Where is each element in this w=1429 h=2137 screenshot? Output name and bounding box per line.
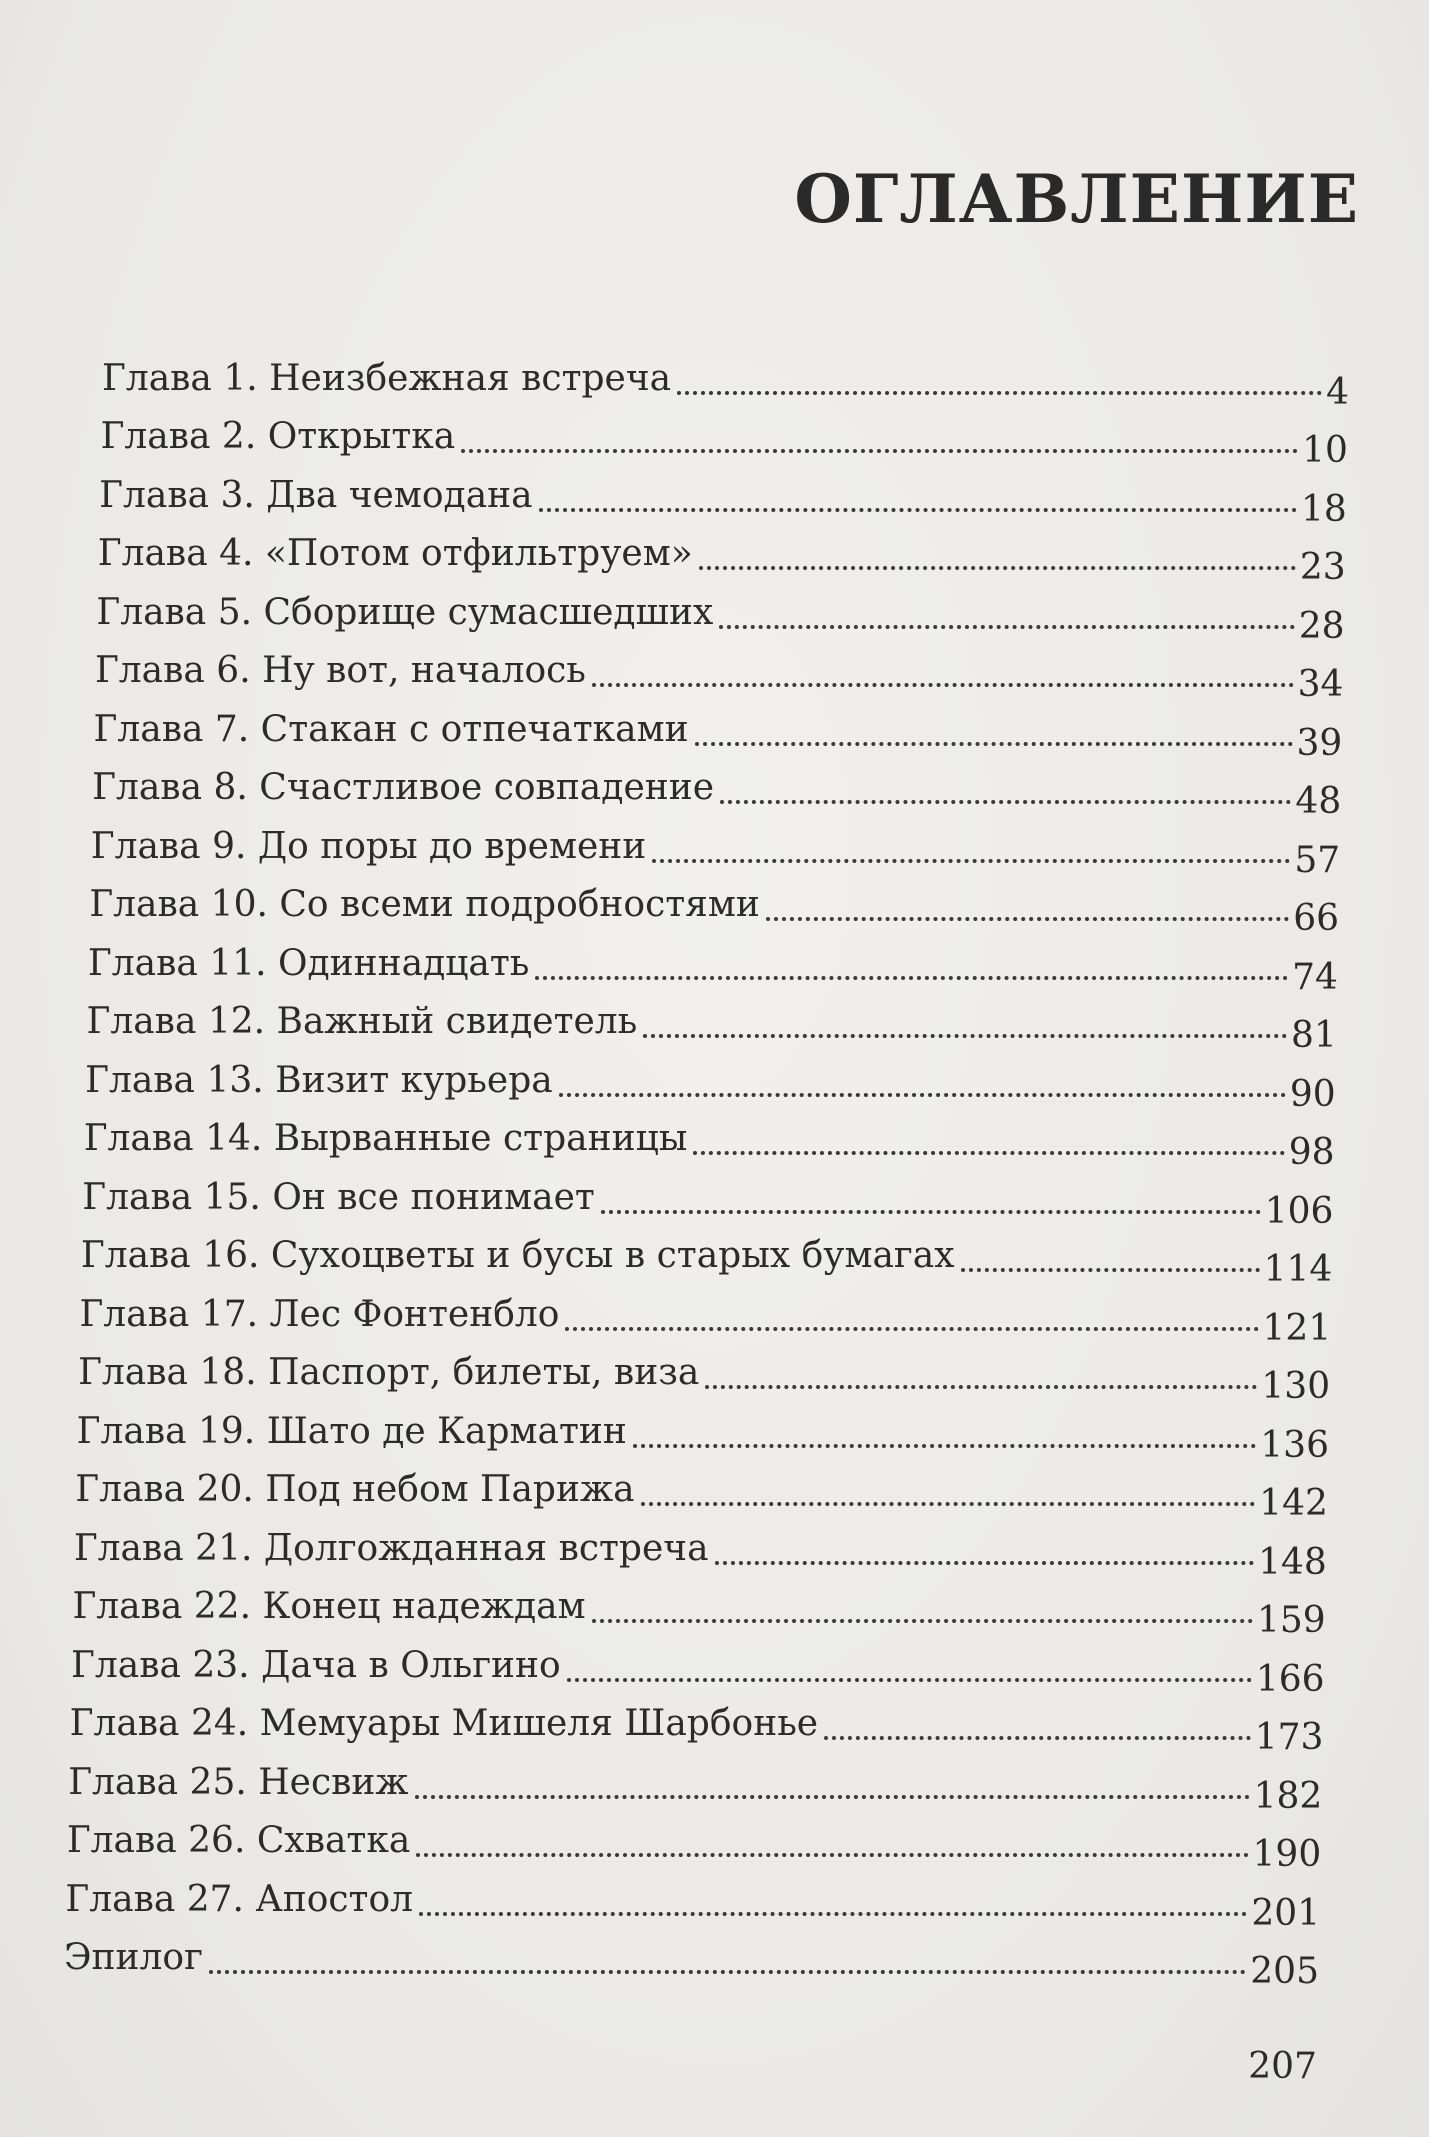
toc-dot-leader (705, 1385, 1257, 1389)
toc-entry-label: Глава 20. Под небом Парижа (75, 1469, 635, 1510)
toc-entry-label: Глава 27. Апостол (65, 1878, 413, 1920)
toc-entry-chapter-23 (0, 1627, 1429, 1700)
toc-dot-leader (652, 859, 1290, 863)
toc-entry-label: Глава 24. Мемуары Мишеля Шарбонье (69, 1703, 819, 1744)
toc-entry-chapter-22 (0, 1569, 1429, 1641)
toc-entry-label: Глава 17. Лес Фонтенбло (79, 1293, 560, 1335)
toc-entry-chapter-7 (0, 691, 1429, 764)
toc-dot-leader (677, 391, 1322, 395)
toc-dot-leader (720, 800, 1291, 804)
toc-entry-chapter-17 (0, 1276, 1429, 1349)
toc-dot-leader (535, 976, 1288, 980)
toc-entry-label: Глава 4. «Потом отфильтруем» (97, 533, 693, 574)
toc-dot-leader (719, 625, 1294, 629)
toc-dot-leader (715, 1561, 1255, 1565)
toc-entry-page: 201 (1251, 1892, 1321, 1934)
toc-dot-leader (695, 742, 1293, 746)
toc-entry-page: 121 (1262, 1307, 1332, 1349)
toc-entry-chapter-20 (0, 1452, 1429, 1524)
toc-entry-page: 48 (1295, 781, 1342, 822)
toc-dot-leader (567, 1678, 1252, 1682)
toc-dot-leader (824, 1736, 1251, 1740)
toc-entry-label: Глава 1. Неизбежная встреча (102, 357, 672, 399)
toc-entry-label: Глава 11. Одиннадцать (87, 942, 530, 984)
toc-dot-leader (592, 683, 1294, 687)
toc-entry-label: Глава 8. Счастливое совпадение (92, 767, 715, 808)
toc-entry-page: 10 (1302, 430, 1348, 471)
toc-entry-label: Глава 9. До поры до времени (90, 825, 647, 867)
toc-entry-label: Глава 25. Несвиж (68, 1761, 409, 1803)
toc-entry-label: Глава 7. Стакан с отпечатками (93, 708, 689, 750)
toc-entry-page: 205 (1250, 1951, 1319, 1992)
toc-entry-chapter-6 (0, 633, 1429, 705)
toc-dot-leader (592, 1619, 1253, 1623)
toc-entry-page: 57 (1294, 839, 1341, 881)
toc-entry-chapter-19 (0, 1393, 1429, 1466)
toc-entry-label: Глава 15. Он все понимает (82, 1176, 595, 1218)
toc-entry-label: Глава 19. Шато де Карматин (76, 1410, 627, 1452)
toc-entry-page: 136 (1260, 1424, 1329, 1466)
toc-entry-chapter-21 (0, 1510, 1429, 1583)
toc-entry-label: Глава 18. Паспорт, билеты, виза (78, 1352, 700, 1393)
toc-entry-page: 98 (1288, 1132, 1335, 1173)
toc-dot-leader (416, 1853, 1248, 1857)
toc-entry-chapter-1 (0, 340, 1429, 413)
toc-entry-page: 74 (1292, 956, 1338, 998)
toc-entry-chapter-25 (0, 1744, 1429, 1817)
toc-entry-page: 66 (1293, 898, 1339, 939)
toc-entry-page: 39 (1296, 722, 1343, 764)
toc-entry-chapter-27 (0, 1861, 1429, 1934)
toc-entry-page: 18 (1300, 488, 1347, 530)
toc-dot-leader (539, 508, 1297, 512)
toc-entry-page: 34 (1297, 664, 1344, 705)
toc-entry-chapter-15 (0, 1159, 1429, 1232)
toc-entry-label: Глава 23. Дача в Ольгино (71, 1644, 561, 1686)
page-number: 207 (1248, 2046, 1317, 2087)
toc-entry-page: 130 (1261, 1366, 1331, 1407)
toc-dot-leader (461, 449, 1298, 453)
toc-entry-page: 23 (1299, 547, 1346, 588)
toc-dot-leader (643, 1034, 1287, 1038)
toc-entry-page: 190 (1252, 1834, 1322, 1875)
toc-entry-label: Глава 5. Сборище сумасшедших (96, 591, 714, 633)
toc-dot-leader (641, 1502, 1256, 1506)
toc-dot-leader (601, 1210, 1261, 1214)
toc-entry-chapter-26 (0, 1803, 1429, 1875)
toc-entry-page: 148 (1258, 1541, 1327, 1583)
toc-entry-chapter-24 (0, 1686, 1429, 1758)
toc-entry-page: 159 (1256, 1600, 1326, 1641)
toc-dot-leader (559, 1093, 1286, 1097)
toc-dot-leader (766, 917, 1289, 921)
toc-entry-page: 182 (1253, 1775, 1323, 1817)
toc-entry-page: 81 (1290, 1015, 1337, 1056)
toc-entry-chapter-18 (0, 1335, 1429, 1407)
toc-entry-page: 114 (1263, 1249, 1333, 1290)
toc-entry-chapter-8 (0, 750, 1429, 822)
toc-entry-label: Глава 10. Со всеми подробностями (89, 884, 760, 925)
toc-entry-label: Глава 6. Ну вот, началось (94, 650, 586, 691)
toc-dot-leader (961, 1268, 1260, 1272)
toc-entry-label: Эпилог (64, 1937, 203, 1978)
toc-entry-page: 106 (1264, 1190, 1334, 1232)
toc-dot-leader (565, 1327, 1258, 1331)
toc-entry-page: 142 (1259, 1483, 1328, 1524)
toc-entry-label: Глава 13. Визит курьера (85, 1059, 553, 1101)
toc-entry-label: Глава 22. Конец надеждам (72, 1586, 586, 1627)
toc-entry-chapter-10 (0, 867, 1429, 939)
toc-entry-chapter-12 (0, 984, 1429, 1056)
toc-entry-page: 4 (1326, 371, 1349, 413)
table-of-contents (0, 340, 1429, 1992)
toc-entry-chapter-14 (0, 1101, 1429, 1173)
toc-dot-leader (693, 1151, 1284, 1155)
toc-entry-chapter-3 (0, 457, 1429, 530)
toc-entry-label: Глава 21. Долгожданная встреча (73, 1527, 709, 1569)
toc-entry-epilogue (0, 1920, 1429, 1992)
toc-entry-label: Глава 14. Вырванные страницы (83, 1118, 688, 1159)
toc-entry-page: 166 (1255, 1658, 1325, 1700)
toc-entry-label: Глава 3. Два чемодана (99, 474, 533, 516)
toc-entry-label: Глава 12. Важный свидетель (86, 1001, 638, 1042)
toc-entry-page: 90 (1289, 1073, 1336, 1115)
toc-dot-leader (633, 1444, 1256, 1448)
toc-entry-chapter-13 (0, 1042, 1429, 1115)
toc-entry-label: Глава 26. Схватка (66, 1820, 411, 1861)
toc-dot-leader (415, 1795, 1250, 1799)
toc-dot-leader (209, 1970, 1246, 1974)
toc-entry-label: Глава 16. Сухоцветы и бусы в старых бумагах (80, 1235, 955, 1276)
toc-entry-page: 28 (1298, 605, 1345, 647)
toc-dot-leader (699, 566, 1296, 570)
toc-entry-chapter-4 (0, 516, 1429, 588)
toc-entry-label: Глава 2. Открытка (100, 416, 456, 457)
toc-entry-chapter-9 (0, 808, 1429, 881)
toc-dot-leader (419, 1912, 1247, 1916)
toc-entry-chapter-5 (0, 574, 1429, 647)
toc-entry-chapter-2 (0, 399, 1429, 471)
page-title: ОГЛАВЛЕНИЕ (794, 160, 1359, 238)
toc-entry-chapter-16 (0, 1218, 1429, 1290)
toc-entry-chapter-11 (0, 925, 1429, 998)
toc-entry-page: 173 (1254, 1717, 1324, 1758)
